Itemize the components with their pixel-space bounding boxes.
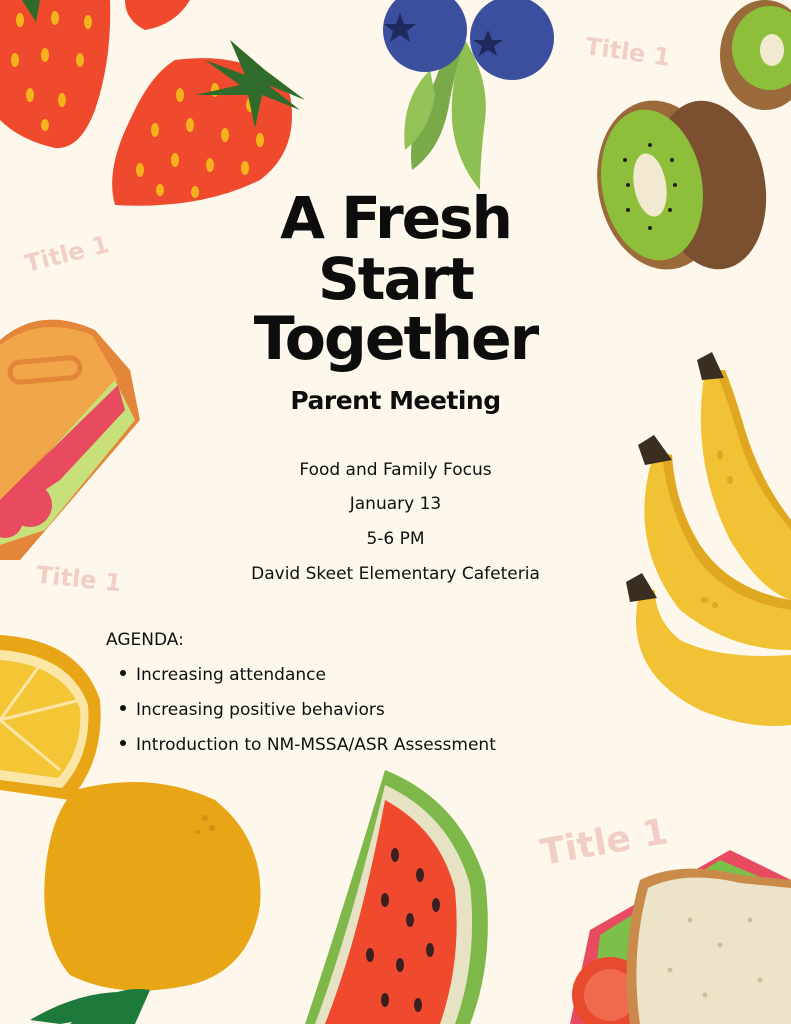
watermark: Title 1	[34, 560, 123, 598]
strawberry-icon	[112, 40, 305, 206]
orange-icon	[30, 782, 260, 1024]
bullet-icon	[120, 740, 126, 746]
agenda-item-text: Increasing attendance	[136, 665, 326, 685]
blueberry-icon	[383, 0, 554, 190]
subtitle: Parent Meeting	[290, 386, 501, 415]
event-time: 5-6 PM	[366, 529, 425, 549]
event-location: David Skeet Elementary Cafeteria	[251, 564, 540, 584]
title-line-1: A Fresh	[280, 184, 511, 252]
agenda-heading: AGENDA:	[106, 630, 184, 650]
bullet-icon	[120, 705, 126, 711]
title-line-3: Together	[253, 304, 538, 374]
bullet-icon	[120, 670, 126, 676]
agenda-item-text: Increasing positive behaviors	[136, 700, 385, 720]
event-focus: Food and Family Focus	[299, 460, 492, 480]
watermelon-icon	[305, 770, 488, 1024]
watermark: Title 1	[583, 32, 673, 72]
sandwich-icon	[570, 850, 791, 1024]
agenda-list	[120, 664, 496, 769]
event-date: January 13	[349, 494, 442, 514]
agenda-item	[120, 734, 496, 769]
title-line-2: Start	[318, 245, 473, 313]
lemon-slice-icon	[0, 635, 101, 800]
watermark: Title 1	[537, 811, 672, 874]
watermark: Title 1	[21, 230, 112, 278]
agenda-item	[120, 699, 496, 734]
agenda-item	[120, 664, 496, 699]
agenda-item-text: Introduction to NM-MSSA/ASR Assessment	[136, 735, 496, 755]
